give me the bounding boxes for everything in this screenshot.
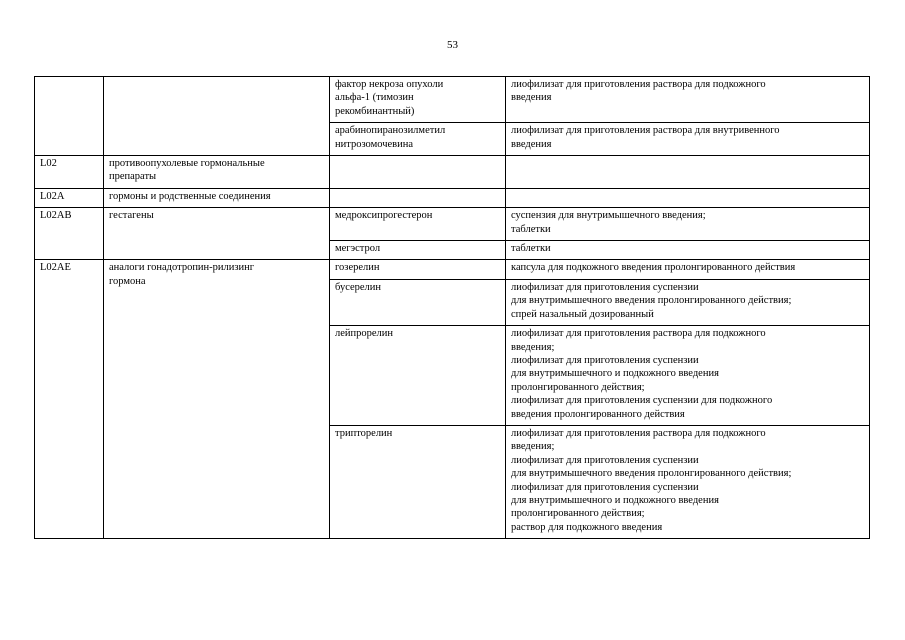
atc-group-cell: гормоны и родственные соединения (104, 188, 330, 207)
dosage-form-cell: лиофилизат для приготовления раствора для подкожного введения; лиофилизат для приготовления суспензии для внутримышечного введения пролонгированного действия; лиофилизат для приготовления суспензии для внутримышечного и подкожного введения пролонгированного действия; раствор для подкожного введения (506, 425, 870, 538)
drug-list-table (34, 76, 870, 539)
atc-code-cell (35, 77, 104, 156)
table-row (35, 156, 870, 189)
drug-name-cell: мегэстрол (330, 241, 506, 260)
dosage-form-cell (506, 156, 870, 189)
page-number: 53 (447, 39, 458, 51)
table-row (35, 77, 870, 123)
atc-code-cell: L02 (35, 156, 104, 189)
dosage-form-cell: лиофилизат для приготовления раствора для подкожного введения; лиофилизат для приготовления суспензии для внутримышечного и подкожного введения пролонгированного действия; лиофилизат для приготовления суспензии для подкожного введения пролонгированного действия (506, 326, 870, 426)
atc-group-cell: гестагены (104, 208, 330, 260)
dosage-form-cell (506, 188, 870, 207)
atc-group-cell: противоопухолевые гормональные препараты (104, 156, 330, 189)
drug-name-cell: медроксипрогестерон (330, 208, 506, 241)
drug-name-cell: трипторелин (330, 425, 506, 538)
dosage-form-cell: таблетки (506, 241, 870, 260)
drug-name-cell: бусерелин (330, 279, 506, 325)
dosage-form-cell: лиофилизат для приготовления раствора для подкожного введения (506, 77, 870, 123)
atc-group-cell (104, 77, 330, 156)
table-row (35, 208, 870, 241)
drug-name-cell (330, 188, 506, 207)
atc-group-cell: аналоги гонадотропин-рилизинг гормона (104, 260, 330, 539)
drug-name-cell: гозерелин (330, 260, 506, 279)
dosage-form-cell: суспензия для внутримышечного введения; таблетки (506, 208, 870, 241)
atc-code-cell: L02AE (35, 260, 104, 539)
atc-code-cell: L02AB (35, 208, 104, 260)
dosage-form-cell: лиофилизат для приготовления раствора для внутривенного введения (506, 123, 870, 156)
table-row (35, 188, 870, 207)
dosage-form-cell: капсула для подкожного введения пролонгированного действия (506, 260, 870, 279)
drug-name-cell: фактор некроза опухоли альфа-1 (тимозин рекомбинантный) (330, 77, 506, 123)
table-row (35, 260, 870, 279)
dosage-form-cell: лиофилизат для приготовления суспензии для внутримышечного введения пролонгированного действия; спрей назальный дозированный (506, 279, 870, 325)
atc-code-cell: L02A (35, 188, 104, 207)
drug-name-cell (330, 156, 506, 189)
drug-name-cell: арабинопиранозилметил нитрозомочевина (330, 123, 506, 156)
drug-name-cell: лейпрорелин (330, 326, 506, 426)
